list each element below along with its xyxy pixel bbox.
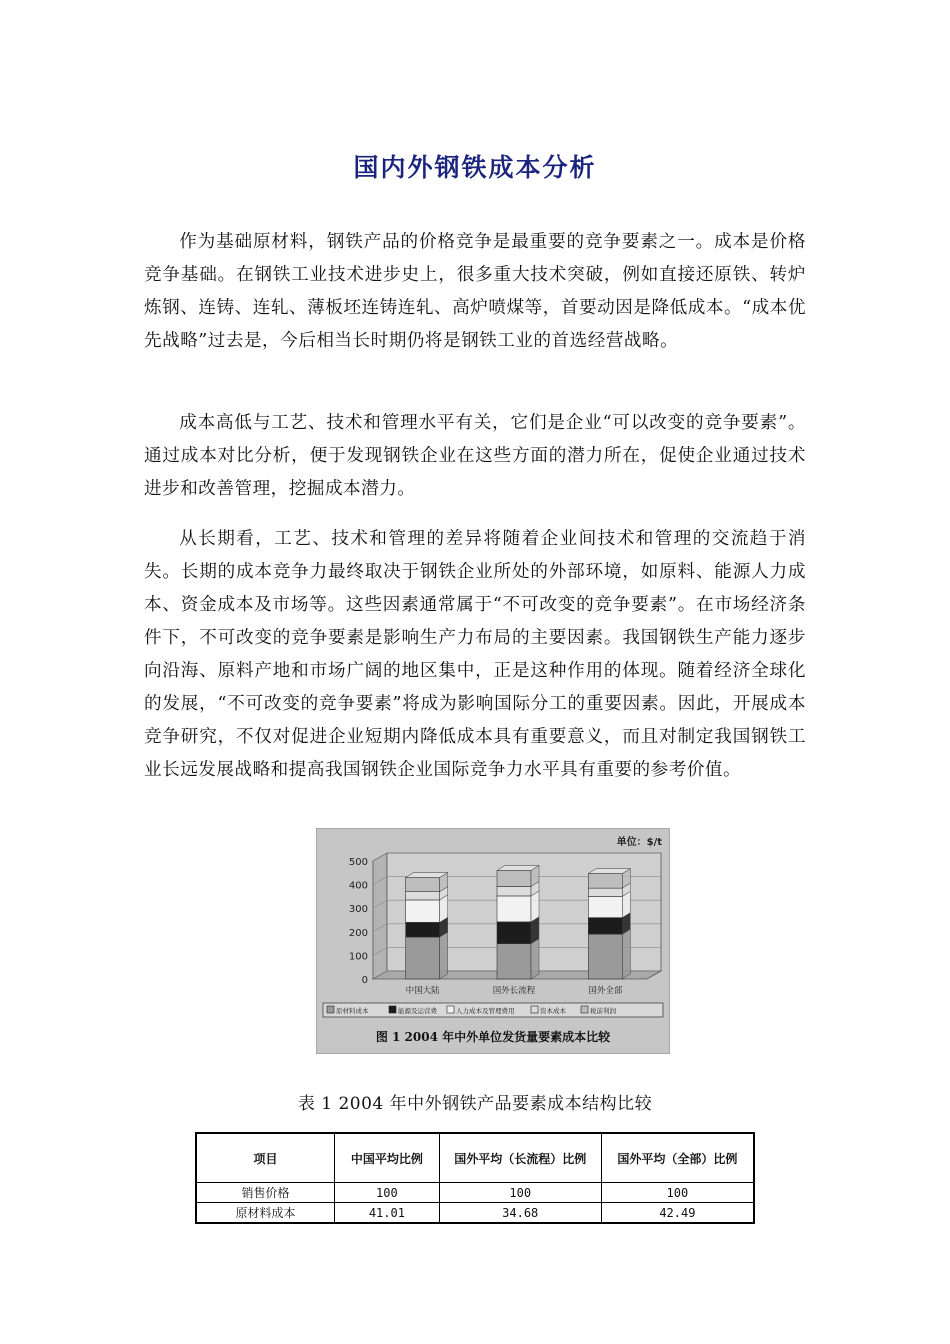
paragraph-3: 从长期看，工艺、技术和管理的差异将随着企业间技术和管理的交流趋于消失。长期的成本竞争力最终取决于钢铁企业所处的外部环境，如原料、能源人力成本、资金成本及市场等。这些因素通常属于“不可改变的竞争要素”。在市场经济条件下，不可改变的竞争要素是影响生产力布局的主要因素。我国钢铁生产能力逐步向沿海、原料产地和市场广阔的地区集中，正是这种作用的体现。随着经济全球化的发展，“不可改变的竞争要素”将成为影响国际分工的重要因素。因此，开展成本竞争研究，不仅对促进企业短期内降低成本具有重要意义，而且对制定我国钢铁工业长远发展战略和提高我国钢铁企业国际竞争力水平具有重要的参考价值。 — [144, 529, 806, 780]
header-china: 中国平均比例 — [335, 1133, 440, 1183]
legend-label: 税前利润 — [590, 1007, 616, 1015]
y-tick-label: 400 — [348, 880, 368, 892]
table-row — [196, 1183, 754, 1203]
legend-swatch — [531, 1006, 538, 1013]
bar-segment — [588, 874, 622, 889]
bar-segment — [497, 896, 531, 922]
x-tick-label: 国外全部 — [588, 986, 623, 996]
bar-segment — [497, 944, 531, 979]
bar-segment — [588, 918, 622, 935]
y-tick-label: 300 — [348, 904, 368, 916]
bar-segment — [497, 922, 531, 944]
table-header-row — [196, 1133, 754, 1183]
paragraph-1: 作为基础原材料，钢铁产品的价格竞争是最重要的竞争要素之一。成本是价格竞争基础。在钢铁工业技术进步史上，很多重大技术突破，例如直接还原铁、转炉炼钢、连铸、连轧、薄板坯连铸连轧、高炉喷煤等，首要动因是降低成本。“成本优先战略”过去是，今后相当长时期仍将是钢铁工业的首选经营战略。 — [144, 232, 806, 351]
bar-segment — [406, 892, 440, 900]
y-tick-label: 200 — [348, 927, 368, 939]
page-title: 国内外钢铁成本分析 — [353, 153, 597, 182]
legend-swatch — [447, 1006, 454, 1013]
bar-segment — [497, 870, 531, 886]
bar-segment — [406, 937, 440, 979]
bar-segment — [497, 886, 531, 895]
bar-segment — [406, 900, 440, 922]
legend-label: 人力成本及管理费用 — [456, 1007, 515, 1015]
cost-comparison-figure — [316, 828, 670, 1054]
bar-segment-side — [440, 932, 448, 979]
y-tick-label: 0 — [361, 975, 368, 986]
header-foreign-all: 国外平均（全部）比例 — [601, 1133, 754, 1183]
header-item: 项目 — [196, 1133, 335, 1183]
table-cell: 41.01 — [335, 1203, 440, 1224]
legend-swatch — [581, 1006, 588, 1013]
legend-label: 原材料成本 — [336, 1007, 369, 1015]
header-foreign-long: 国外平均（长流程）比例 — [439, 1133, 601, 1183]
table-cell: 销售价格 — [196, 1183, 335, 1203]
legend-label: 资本成本 — [540, 1007, 566, 1015]
bar-segment-side — [531, 939, 539, 979]
table-caption: 表 1 2004 年中外钢铁产品要素成本结构比较 — [297, 1094, 653, 1114]
cost-structure-table — [195, 1132, 755, 1224]
table-cell: 100 — [335, 1183, 440, 1203]
table-cell: 42.49 — [601, 1203, 754, 1224]
table-cell: 34.68 — [439, 1203, 601, 1224]
bar-segment — [588, 888, 622, 896]
bar-segment — [406, 922, 440, 937]
unit-label: 单位：$/t — [616, 837, 662, 848]
figure-title: 图 1 2004 年中外单位发货量要素成本比较 — [375, 1030, 611, 1044]
bar-segment-side — [531, 891, 539, 922]
legend-label: 能源及运营费 — [398, 1007, 437, 1015]
bar-segment — [588, 896, 622, 917]
table-cell: 原材料成本 — [196, 1203, 335, 1224]
table-cell: 100 — [439, 1183, 601, 1203]
bar-segment-side — [622, 929, 630, 979]
paragraph-2: 成本高低与工艺、技术和管理水平有关，它们是企业“可以改变的竞争要素”。通过成本对比分析，便于发现钢铁企业在这些方面的潜力所在，促使企业通过技术进步和改善管理，挖掘成本潜力。 — [144, 413, 806, 499]
legend-swatch — [327, 1006, 334, 1013]
x-tick-label: 国外长流程 — [492, 986, 536, 996]
bar-segment — [588, 934, 622, 979]
table-row — [196, 1203, 754, 1224]
legend-swatch — [389, 1006, 396, 1013]
x-tick-label: 中国大陆 — [405, 986, 440, 996]
side-wall — [373, 853, 387, 979]
stacked-bar-chart — [317, 829, 669, 1053]
table-cell: 100 — [601, 1183, 754, 1203]
y-tick-label: 500 — [348, 857, 368, 868]
bar-segment — [406, 878, 440, 892]
y-tick-label: 100 — [348, 951, 368, 963]
